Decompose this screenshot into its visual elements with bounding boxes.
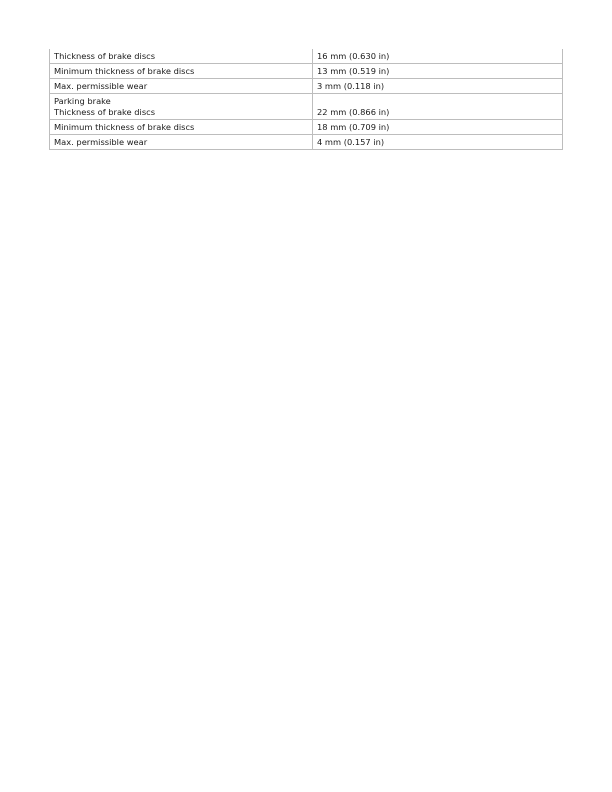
spec-label: Max. permissible wear (50, 135, 313, 150)
spec-label: Max. permissible wear (50, 79, 313, 94)
spec-value: 4 mm (0.157 in) (313, 135, 563, 150)
table-row (50, 135, 563, 150)
spec-label-with-heading (50, 94, 313, 120)
table-row (50, 79, 563, 94)
table-row (50, 64, 563, 79)
section-heading-parking-brake: Parking brake (54, 96, 111, 106)
spec-label: Minimum thickness of brake discs (50, 120, 313, 135)
spec-value: 3 mm (0.118 in) (313, 79, 563, 94)
table-row (50, 94, 563, 120)
brake-spec-table (49, 49, 563, 150)
spec-value: 18 mm (0.709 in) (313, 120, 563, 135)
table-row (50, 49, 563, 64)
spec-value: 16 mm (0.630 in) (313, 49, 563, 64)
spec-label: Thickness of brake discs (54, 107, 156, 117)
spec-value: 22 mm (0.866 in) (313, 94, 563, 120)
table-row (50, 120, 563, 135)
spec-label: Thickness of brake discs (50, 49, 313, 64)
spec-value: 13 mm (0.519 in) (313, 64, 563, 79)
spec-label: Minimum thickness of brake discs (50, 64, 313, 79)
